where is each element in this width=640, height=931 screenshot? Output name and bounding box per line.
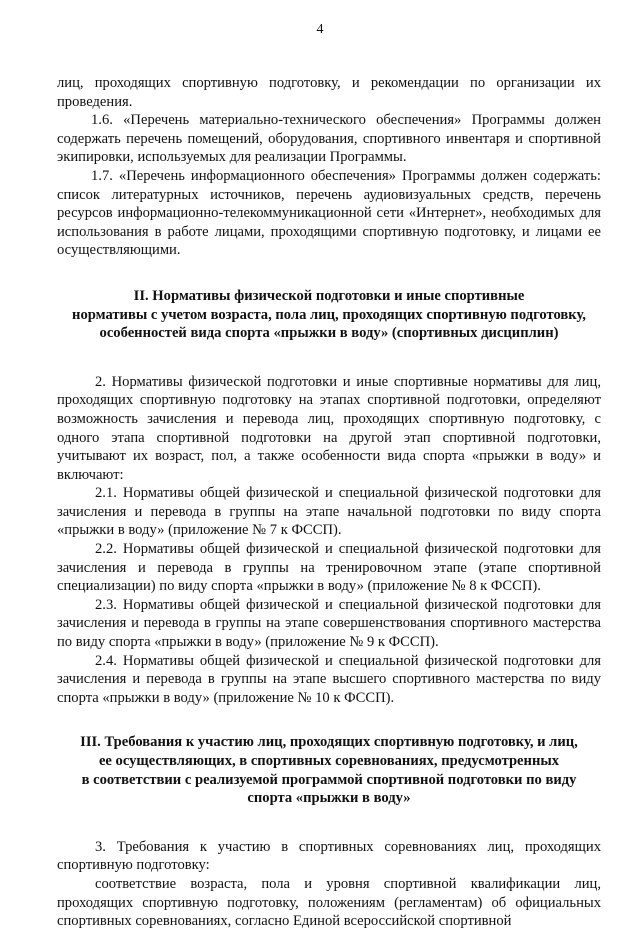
paragraph-2-2: 2.2. Нормативы общей физической и специальной физической подготовки для зачисления и перевода в группы на тренировочном этапе (этапе спортивной специализации) по виду спорта «прыжки в воду» (приложение № 8 к ФССП).: [57, 541, 601, 595]
paragraph-2-1: 2.1. Нормативы общей физической и специальной физической подготовки для зачисления и перевода в группы на этапе начальной подготовки по виду спорта «прыжки в воду» (приложение № 7 к ФССП).: [57, 485, 601, 539]
section-2-heading-line: особенностей вида спорта «прыжки в воду» (спортивных дисциплин): [99, 325, 559, 342]
section-2-heading-line: II. Нормативы физической подготовки и иные спортивные: [133, 287, 525, 304]
paragraph-3-requirement: соответствие возраста, пола и уровня спортивной квалификации лиц, проходящих спортивную подготовку, положениям (регламентам) об официальных спортивных соревнованиях, согласно Единой всероссийской спортивной: [57, 875, 601, 930]
section-3-heading-line: ее осуществляющих, в спортивных соревнованиях, предусмотренных: [98, 753, 560, 769]
section-3-heading-line: спорта «прыжки в воду»: [247, 790, 411, 807]
section-2-heading-line: нормативы с учетом возраста, пола лиц, проходящих спортивную подготовку,: [72, 306, 586, 323]
paragraph-2: 2. Нормативы физической подготовки и иные спортивные нормативы для лиц, проходящих спортивную подготовку на этапах спортивной подготовки, определяют возможность зачисления и перевода лиц, проходящих спортивную подготовку, с одного этапа спортивной подготовки на другой этап спортивной подготовки, учитывают их возраст, пол, а также особенности вида спорта «прыжки в воду» и включают:: [57, 373, 601, 483]
document-body: [57, 74, 601, 931]
page-number: 4: [316, 22, 324, 37]
paragraph-continuation: лиц, проходящих спортивную подготовку, и рекомендации по организации их проведения.: [57, 75, 601, 110]
section-3-heading-line: III. Требования к участию лиц, проходящих спортивную подготовку, и лиц,: [80, 734, 578, 751]
section-3-heading-line: в соответствии с реализуемой программой спортивной подготовки по виду: [81, 771, 577, 788]
paragraph-2-3: 2.3. Нормативы общей физической и специальной физической подготовки для зачисления и перевода в группы на этапе совершенствования спортивного мастерства по виду спорта «прыжки в воду» (приложение № 9 к ФССП).: [57, 596, 601, 651]
section-2-heading: [57, 287, 601, 343]
section-3-heading: [57, 733, 601, 807]
paragraph-3: 3. Требования к участию в спортивных соревнованиях лиц, проходящих спортивную подготовку:: [57, 838, 601, 874]
paragraph-1-7: 1.7. «Перечень информационного обеспечения» Программы должен содержать: список литературных источников, перечень аудиовизуальных средств, перечень ресурсов информационно-телекоммуникационной сети «Интернет», необходимых для использования в работе лицами, проходящими спортивную подготовку, и лицами ее осуществляющими.: [57, 167, 601, 259]
paragraph-1-6: 1.6. «Перечень материально-технического обеспечения» Программы должен содержать перечень помещений, оборудования, спортивного инвентаря и спортивной экипировки, используемых для реализации Программы.: [57, 112, 601, 166]
paragraph-2-4: 2.4. Нормативы общей физической и специальной физической подготовки для зачисления и перевода в группы на этапе высшего спортивного мастерства по виду спорта «прыжки в воду» (приложение № 10 к ФССП).: [57, 652, 601, 706]
